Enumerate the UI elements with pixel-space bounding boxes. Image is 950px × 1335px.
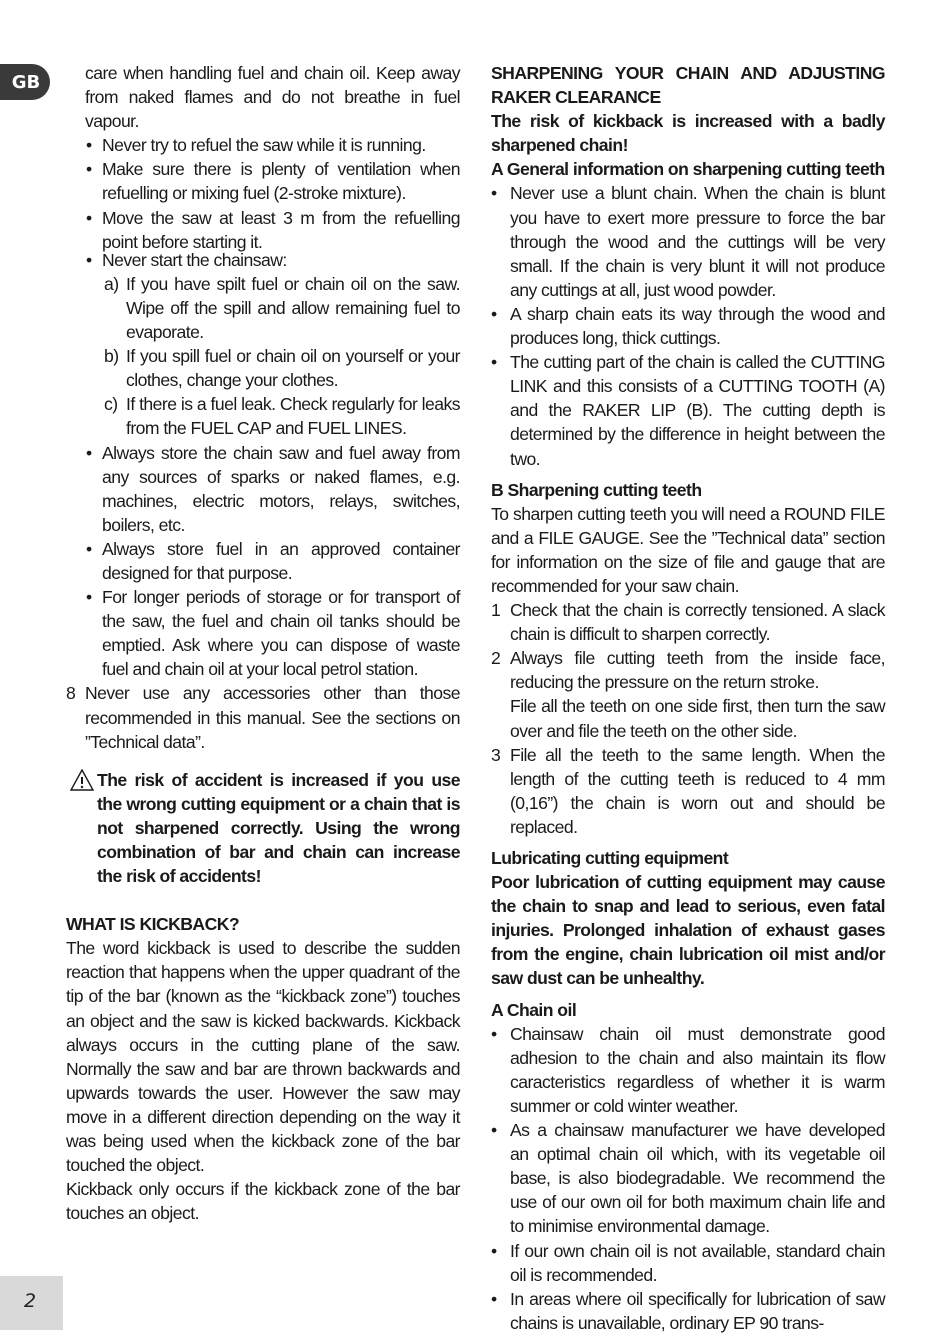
numbered-item: 2 Always file cutting teeth from the inside face, reducing the pressure on the return stroke. xyxy=(491,648,885,693)
bullet-item: • The cutting part of the chain is called the CUTTING LINK and this consists of a CUTTING TOOTH (A) and the RAKER LIP (B). The cutting depth is determined by the difference in height between the two. xyxy=(491,352,885,469)
paragraph: The word kickback is used to describe the sudden reaction that happens when the upper quadrant of the tip of the bar (known as the “kickback zone”) touches an object and the saw is kicked backwards. Kickback always occurs in the cutting plane of the saw. Normally the saw and bar are thrown backwards and upwards towards the user. However the saw may move in a different direction depending on the way it was being used when the kickback zone of the bar touched the object. xyxy=(66,938,460,1176)
bullet-item: • Move the saw at least 3 m from the refuelling point before starting it. xyxy=(86,207,460,252)
numbered-item: 3 File all the teeth to the same length. When the length of the cutting teeth is reduced to 4 mm (0,16”) the chain is worn out and should be replaced. xyxy=(491,744,885,837)
bullet-icon: • xyxy=(86,249,92,270)
numbered-item-continuation: File all the teeth on one side first, then turn the saw over and file the teeth on the other side. xyxy=(510,696,885,741)
bullet-item: • Never start the chainsaw: xyxy=(66,248,460,272)
bullet-icon: • xyxy=(491,1288,497,1309)
numbered-item: 1 Check that the chain is correctly tensioned. A slack chain is difficult to sharpen correctly. xyxy=(491,600,885,645)
bullet-item: • As a chainsaw manufacturer we have developed an optimal chain oil which, with its vegetable oil base, is also biodegradable. We recommend the use of our own oil for both maximum chain life and to minimise environmental damage. xyxy=(491,1120,885,1237)
subheading: B Sharpening cutting teeth xyxy=(491,479,702,500)
sub-item: b) If you spill fuel or chain oil on yourself or your clothes, change your clothes. xyxy=(104,346,460,391)
subheading: Lubricating cutting equipment xyxy=(491,848,729,868)
bullet-item: • Never use a blunt chain. When the chain is blunt you have to exert more pressure to force the bar through the wood and the cuttings will be very small. If the chain is very blunt it will not produce any cuttings at all, just wood powder. xyxy=(491,183,885,300)
sub-item: c) If there is a fuel leak. Check regularly for leaks from the FUEL CAP and FUEL LINES. xyxy=(104,394,460,439)
risk-statement: The risk of kickback is increased with a badly sharpened chain! xyxy=(491,111,885,156)
bullet-icon: • xyxy=(491,303,497,324)
bullet-icon: • xyxy=(86,587,92,608)
page-number: 2 xyxy=(24,1290,37,1312)
bullet-item: • In areas where oil specifically for lubrication of saw chains is unavailable, ordinary EP 90 trans- xyxy=(491,1288,885,1333)
bullet-item: • Always store the chain saw and fuel away from any sources of sparks or naked flames, e.g. machines, electric motors, relays, switches, boilers, etc. xyxy=(86,442,460,535)
bullet-icon: • xyxy=(491,183,497,204)
paragraph: Kickback only occurs if the kickback zone of the bar touches an object. xyxy=(66,1179,460,1224)
section-heading: SHARPENING YOUR CHAIN AND ADJUSTING RAKER CLEARANCE xyxy=(491,63,885,108)
bullet-icon: • xyxy=(86,207,92,228)
paragraph: To sharpen cutting teeth you will need a ROUND FILE and a FILE GAUGE. See the ”Technical data” section for information on the size of file and gauge that are recommended for your saw chain. xyxy=(491,503,885,596)
lubrication-warning: Poor lubrication of cutting equipment may cause the chain to snap and lead to serious, even fatal injuries. Prolonged inhalation of exhaust gases from the engine, chain lubrication oil mist and/or saw dust can be unhealthy. xyxy=(491,872,885,989)
sub-item: a) If you have spilt fuel or chain oil on the saw. Wipe off the spill and allow remaining fuel to evaporate. xyxy=(104,273,460,343)
subheading: A Chain oil xyxy=(491,999,577,1020)
page-number-box xyxy=(0,1276,63,1330)
bullet-icon: • xyxy=(491,1120,497,1141)
numbered-item: 8 Never use any accessories other than those recommended in this manual. See the sections on ”Technical data”. xyxy=(66,683,460,752)
bullet-item: • Never try to refuel the saw while it is running. xyxy=(66,133,460,157)
bullet-icon: • xyxy=(86,538,92,559)
bullet-item: • If our own chain oil is not available, standard chain oil is recommended. xyxy=(491,1240,885,1285)
bullet-icon: • xyxy=(491,1240,497,1261)
warning-notice: The risk of accident is increased if you use the wrong cutting equipment or a chain that is not sharpened correctly. Using the wrong combination of bar and chain can increase the risk of accidents! xyxy=(66,768,460,888)
right-column xyxy=(491,61,885,1335)
section-heading: WHAT IS KICKBACK? xyxy=(66,914,240,935)
bullet-icon: • xyxy=(86,159,92,180)
warning-triangle-icon xyxy=(70,769,94,791)
bullet-icon: • xyxy=(491,352,497,373)
subheading: A General information on sharpening cutting teeth xyxy=(491,159,885,180)
intro-paragraph: care when handling fuel and chain oil. Keep away from naked flames and do not breathe in fuel vapour. xyxy=(85,63,460,132)
left-column xyxy=(66,61,460,1225)
bullet-item: • A sharp chain eats its way through the wood and produces long, thick cuttings. xyxy=(491,303,885,349)
bullet-icon: • xyxy=(491,1023,497,1044)
bullet-item: • For longer periods of storage or for transport of the saw, the fuel and chain oil tanks should be emptied. Ask where you can dispose of waste fuel and chain oil at your local petrol station. xyxy=(86,587,460,680)
bullet-item: • Always store fuel in an approved container designed for that purpose. xyxy=(86,538,460,583)
bullet-item: • Chainsaw chain oil must demonstrate good adhesion to the chain and also maintain its flow caracteristics regardless of whether it is warm summer or cold winter weather. xyxy=(491,1023,885,1116)
bullet-icon: • xyxy=(86,442,92,463)
bullet-item: • Make sure there is plenty of ventilation when refuelling or mixing fuel (2-stroke mixture). xyxy=(86,159,460,204)
language-badge: GB xyxy=(0,64,50,100)
bullet-icon: • xyxy=(86,135,92,156)
